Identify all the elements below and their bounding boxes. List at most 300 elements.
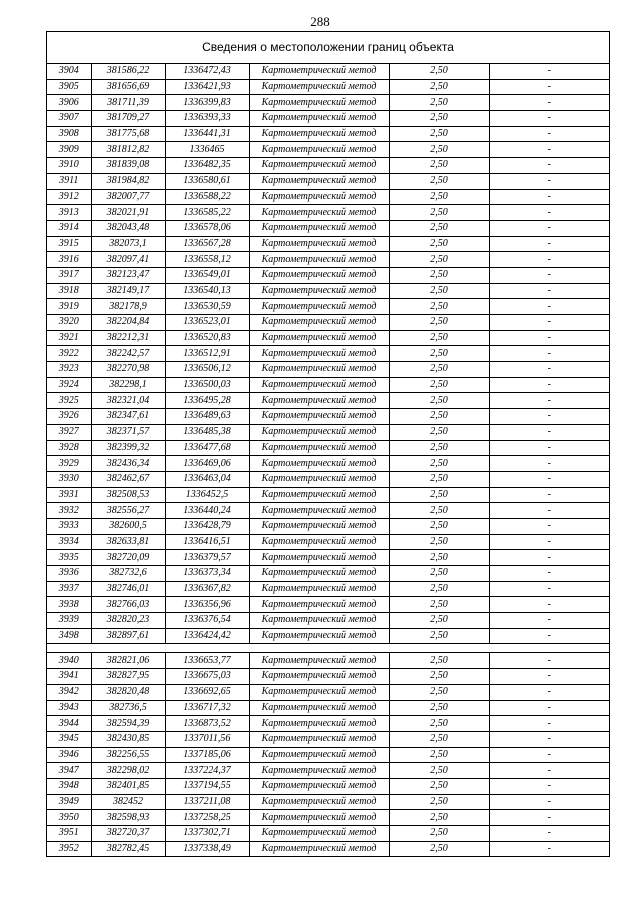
x-coordinate-cell: 382399,32 [91, 440, 165, 456]
accuracy-cell: 2,50 [389, 763, 489, 779]
point-number-cell: 3939 [47, 613, 91, 629]
method-cell: Картометрический метод [249, 700, 389, 716]
description-cell: - [489, 684, 609, 700]
y-coordinate-cell: 1336523,01 [165, 315, 249, 331]
point-number-cell: 3934 [47, 534, 91, 550]
method-cell: Картометрический метод [249, 669, 389, 685]
accuracy-cell: 2,50 [389, 700, 489, 716]
point-number-cell: 3941 [47, 669, 91, 685]
y-coordinate-cell: 1336477,68 [165, 440, 249, 456]
method-cell: Картометрический метод [249, 220, 389, 236]
description-cell: - [489, 700, 609, 716]
point-number-cell: 3907 [47, 111, 91, 127]
x-coordinate-cell: 382594,39 [91, 716, 165, 732]
y-coordinate-cell: 1336540,13 [165, 283, 249, 299]
description-cell: - [489, 731, 609, 747]
point-number-cell: 3936 [47, 566, 91, 582]
table-row [47, 79, 609, 95]
group-separator-cell [47, 644, 609, 653]
y-coordinate-cell: 1336489,63 [165, 409, 249, 425]
method-cell: Картометрический метод [249, 440, 389, 456]
table-row [47, 315, 609, 331]
accuracy-cell: 2,50 [389, 684, 489, 700]
method-cell: Картометрический метод [249, 111, 389, 127]
method-cell: Картометрический метод [249, 362, 389, 378]
y-coordinate-cell: 1336424,42 [165, 628, 249, 644]
table-row [47, 64, 609, 79]
x-coordinate-cell: 381709,27 [91, 111, 165, 127]
description-cell: - [489, 487, 609, 503]
y-coordinate-cell: 1336549,01 [165, 267, 249, 283]
accuracy-cell: 2,50 [389, 111, 489, 127]
table-row [47, 236, 609, 252]
y-coordinate-cell: 1336495,28 [165, 393, 249, 409]
method-cell: Картометрический метод [249, 534, 389, 550]
description-cell: - [489, 597, 609, 613]
method-cell: Картометрический метод [249, 471, 389, 487]
method-cell: Картометрический метод [249, 597, 389, 613]
table-row [47, 669, 609, 685]
y-coordinate-cell: 1336585,22 [165, 205, 249, 221]
method-cell: Картометрический метод [249, 456, 389, 472]
point-number-cell: 3948 [47, 778, 91, 794]
x-coordinate-cell: 382732,6 [91, 566, 165, 582]
point-number-cell: 3940 [47, 653, 91, 669]
y-coordinate-cell: 1336469,06 [165, 456, 249, 472]
description-cell: - [489, 346, 609, 362]
table-row [47, 731, 609, 747]
y-coordinate-cell: 1336578,06 [165, 220, 249, 236]
accuracy-cell: 2,50 [389, 252, 489, 268]
accuracy-cell: 2,50 [389, 220, 489, 236]
method-cell: Картометрический метод [249, 299, 389, 315]
accuracy-cell: 2,50 [389, 731, 489, 747]
method-cell: Картометрический метод [249, 747, 389, 763]
point-number-cell: 3935 [47, 550, 91, 566]
method-cell: Картометрический метод [249, 731, 389, 747]
table-row [47, 267, 609, 283]
description-cell: - [489, 826, 609, 842]
point-number-cell: 3931 [47, 487, 91, 503]
accuracy-cell: 2,50 [389, 409, 489, 425]
description-cell: - [489, 189, 609, 205]
y-coordinate-cell: 1336393,33 [165, 111, 249, 127]
y-coordinate-cell: 1336675,03 [165, 669, 249, 685]
method-cell: Картометрический метод [249, 205, 389, 221]
method-cell: Картометрический метод [249, 518, 389, 534]
y-coordinate-cell: 1336482,35 [165, 158, 249, 174]
x-coordinate-cell: 381812,82 [91, 142, 165, 158]
table-row [47, 518, 609, 534]
method-cell: Картометрический метод [249, 409, 389, 425]
table-row [47, 111, 609, 127]
method-cell: Картометрический метод [249, 158, 389, 174]
y-coordinate-cell: 1337302,71 [165, 826, 249, 842]
x-coordinate-cell: 382720,09 [91, 550, 165, 566]
description-cell: - [489, 550, 609, 566]
y-coordinate-cell: 1336428,79 [165, 518, 249, 534]
table-row [47, 566, 609, 582]
x-coordinate-cell: 382720,37 [91, 826, 165, 842]
point-number-cell: 3910 [47, 158, 91, 174]
method-cell: Картометрический метод [249, 95, 389, 111]
y-coordinate-cell: 1336379,57 [165, 550, 249, 566]
table-row [47, 763, 609, 779]
point-number-cell: 3905 [47, 79, 91, 95]
point-number-cell: 3933 [47, 518, 91, 534]
x-coordinate-cell: 382204,84 [91, 315, 165, 331]
y-coordinate-cell: 1336376,54 [165, 613, 249, 629]
y-coordinate-cell: 1336506,12 [165, 362, 249, 378]
method-cell: Картометрический метод [249, 173, 389, 189]
x-coordinate-cell: 382462,67 [91, 471, 165, 487]
x-coordinate-cell: 382256,55 [91, 747, 165, 763]
table-row [47, 826, 609, 842]
table-row [47, 393, 609, 409]
description-cell: - [489, 362, 609, 378]
accuracy-cell: 2,50 [389, 315, 489, 331]
description-cell: - [489, 79, 609, 95]
description-cell: - [489, 440, 609, 456]
y-coordinate-cell: 1336588,22 [165, 189, 249, 205]
method-cell: Картометрический метод [249, 794, 389, 810]
y-coordinate-cell: 1336580,61 [165, 173, 249, 189]
y-coordinate-cell: 1336692,65 [165, 684, 249, 700]
point-number-cell: 3952 [47, 841, 91, 856]
table-row [47, 653, 609, 669]
method-cell: Картометрический метод [249, 581, 389, 597]
method-cell: Картометрический метод [249, 628, 389, 644]
table-row [47, 126, 609, 142]
accuracy-cell: 2,50 [389, 518, 489, 534]
accuracy-cell: 2,50 [389, 826, 489, 842]
y-coordinate-cell: 1336512,91 [165, 346, 249, 362]
point-number-cell: 3919 [47, 299, 91, 315]
x-coordinate-cell: 382766,03 [91, 597, 165, 613]
accuracy-cell: 2,50 [389, 669, 489, 685]
x-coordinate-cell: 382007,77 [91, 189, 165, 205]
method-cell: Картометрический метод [249, 778, 389, 794]
accuracy-cell: 2,50 [389, 142, 489, 158]
x-coordinate-cell: 382556,27 [91, 503, 165, 519]
description-cell: - [489, 653, 609, 669]
point-number-cell: 3942 [47, 684, 91, 700]
point-number-cell: 3920 [47, 315, 91, 331]
description-cell: - [489, 267, 609, 283]
boundary-table [46, 31, 610, 857]
table-row [47, 716, 609, 732]
y-coordinate-cell: 1336367,82 [165, 581, 249, 597]
table-row [47, 252, 609, 268]
method-cell: Картометрический метод [249, 236, 389, 252]
method-cell: Картометрический метод [249, 64, 389, 79]
point-number-cell: 3909 [47, 142, 91, 158]
x-coordinate-cell: 382123,47 [91, 267, 165, 283]
method-cell: Картометрический метод [249, 330, 389, 346]
description-cell: - [489, 283, 609, 299]
y-coordinate-cell: 1336463,04 [165, 471, 249, 487]
accuracy-cell: 2,50 [389, 794, 489, 810]
x-coordinate-cell: 382021,91 [91, 205, 165, 221]
point-number-cell: 3914 [47, 220, 91, 236]
y-coordinate-cell: 1336441,31 [165, 126, 249, 142]
point-number-cell: 3929 [47, 456, 91, 472]
description-cell: - [489, 377, 609, 393]
table-row [47, 220, 609, 236]
description-cell: - [489, 566, 609, 582]
point-number-cell: 3944 [47, 716, 91, 732]
x-coordinate-cell: 382827,95 [91, 669, 165, 685]
accuracy-cell: 2,50 [389, 267, 489, 283]
x-coordinate-cell: 382149,17 [91, 283, 165, 299]
y-coordinate-cell: 1336399,83 [165, 95, 249, 111]
description-cell: - [489, 299, 609, 315]
accuracy-cell: 2,50 [389, 487, 489, 503]
description-cell: - [489, 778, 609, 794]
description-cell: - [489, 534, 609, 550]
x-coordinate-cell: 382097,41 [91, 252, 165, 268]
y-coordinate-cell: 1337258,25 [165, 810, 249, 826]
description-cell: - [489, 471, 609, 487]
description-cell: - [489, 747, 609, 763]
accuracy-cell: 2,50 [389, 653, 489, 669]
x-coordinate-cell: 382508,53 [91, 487, 165, 503]
x-coordinate-cell: 382820,48 [91, 684, 165, 700]
method-cell: Картометрический метод [249, 346, 389, 362]
table-row [47, 534, 609, 550]
accuracy-cell: 2,50 [389, 393, 489, 409]
table-row [47, 362, 609, 378]
description-cell: - [489, 424, 609, 440]
description-cell: - [489, 613, 609, 629]
point-number-cell: 3904 [47, 64, 91, 79]
table-row [47, 841, 609, 856]
description-cell: - [489, 518, 609, 534]
y-coordinate-cell: 1336440,24 [165, 503, 249, 519]
point-number-cell: 3937 [47, 581, 91, 597]
method-cell: Картометрический метод [249, 684, 389, 700]
x-coordinate-cell: 382401,85 [91, 778, 165, 794]
description-cell: - [489, 716, 609, 732]
table-row [47, 173, 609, 189]
y-coordinate-cell: 1336530,59 [165, 299, 249, 315]
method-cell: Картометрический метод [249, 716, 389, 732]
point-number-cell: 3930 [47, 471, 91, 487]
accuracy-cell: 2,50 [389, 810, 489, 826]
x-coordinate-cell: 382633,81 [91, 534, 165, 550]
method-cell: Картометрический метод [249, 550, 389, 566]
method-cell: Картометрический метод [249, 503, 389, 519]
y-coordinate-cell: 1336465 [165, 142, 249, 158]
y-coordinate-cell: 1337338,49 [165, 841, 249, 856]
table-row [47, 330, 609, 346]
accuracy-cell: 2,50 [389, 841, 489, 856]
method-cell: Картометрический метод [249, 126, 389, 142]
table-row [47, 613, 609, 629]
accuracy-cell: 2,50 [389, 236, 489, 252]
y-coordinate-cell: 1336485,38 [165, 424, 249, 440]
y-coordinate-cell: 1336567,28 [165, 236, 249, 252]
accuracy-cell: 2,50 [389, 95, 489, 111]
method-cell: Картометрический метод [249, 283, 389, 299]
y-coordinate-cell: 1337011,56 [165, 731, 249, 747]
method-cell: Картометрический метод [249, 267, 389, 283]
description-cell: - [489, 142, 609, 158]
description-cell: - [489, 220, 609, 236]
point-number-cell: 3913 [47, 205, 91, 221]
point-number-cell: 3946 [47, 747, 91, 763]
y-coordinate-cell: 1337185,06 [165, 747, 249, 763]
accuracy-cell: 2,50 [389, 346, 489, 362]
point-number-cell: 3951 [47, 826, 91, 842]
method-cell: Картометрический метод [249, 613, 389, 629]
description-cell: - [489, 503, 609, 519]
x-coordinate-cell: 382820,23 [91, 613, 165, 629]
x-coordinate-cell: 382321,04 [91, 393, 165, 409]
method-cell: Картометрический метод [249, 487, 389, 503]
point-number-cell: 3943 [47, 700, 91, 716]
table-row [47, 487, 609, 503]
description-cell: - [489, 841, 609, 856]
x-coordinate-cell: 381839,08 [91, 158, 165, 174]
table-row [47, 95, 609, 111]
x-coordinate-cell: 382598,93 [91, 810, 165, 826]
method-cell: Картометрический метод [249, 424, 389, 440]
accuracy-cell: 2,50 [389, 189, 489, 205]
method-cell: Картометрический метод [249, 142, 389, 158]
x-coordinate-cell: 382782,45 [91, 841, 165, 856]
accuracy-cell: 2,50 [389, 158, 489, 174]
point-number-cell: 3906 [47, 95, 91, 111]
description-cell: - [489, 111, 609, 127]
y-coordinate-cell: 1337224,37 [165, 763, 249, 779]
table-row [47, 158, 609, 174]
x-coordinate-cell: 381984,82 [91, 173, 165, 189]
table-row [47, 700, 609, 716]
table-row [47, 409, 609, 425]
accuracy-cell: 2,50 [389, 716, 489, 732]
description-cell: - [489, 252, 609, 268]
x-coordinate-cell: 381586,22 [91, 64, 165, 79]
x-coordinate-cell: 382212,31 [91, 330, 165, 346]
method-cell: Картометрический метод [249, 189, 389, 205]
y-coordinate-cell: 1336356,96 [165, 597, 249, 613]
table-title: Сведения о местоположении границ объекта [47, 32, 609, 64]
method-cell: Картометрический метод [249, 315, 389, 331]
description-cell: - [489, 628, 609, 644]
point-number-cell: 3925 [47, 393, 91, 409]
method-cell: Картометрический метод [249, 566, 389, 582]
accuracy-cell: 2,50 [389, 79, 489, 95]
table-row [47, 346, 609, 362]
table-row [47, 205, 609, 221]
accuracy-cell: 2,50 [389, 613, 489, 629]
point-number-cell: 3923 [47, 362, 91, 378]
y-coordinate-cell: 1336416,51 [165, 534, 249, 550]
table-row [47, 684, 609, 700]
x-coordinate-cell: 382897,61 [91, 628, 165, 644]
method-cell: Картометрический метод [249, 826, 389, 842]
description-cell: - [489, 393, 609, 409]
accuracy-cell: 2,50 [389, 581, 489, 597]
table-row [47, 299, 609, 315]
accuracy-cell: 2,50 [389, 64, 489, 79]
table-row [47, 628, 609, 644]
accuracy-cell: 2,50 [389, 471, 489, 487]
table-row [47, 424, 609, 440]
table-row [47, 377, 609, 393]
table-row [47, 503, 609, 519]
x-coordinate-cell: 382371,57 [91, 424, 165, 440]
x-coordinate-cell: 382452 [91, 794, 165, 810]
method-cell: Картометрический метод [249, 810, 389, 826]
table-row [47, 440, 609, 456]
accuracy-cell: 2,50 [389, 126, 489, 142]
x-coordinate-cell: 382436,34 [91, 456, 165, 472]
table-row [47, 747, 609, 763]
accuracy-cell: 2,50 [389, 299, 489, 315]
method-cell: Картометрический метод [249, 79, 389, 95]
y-coordinate-cell: 1337194,55 [165, 778, 249, 794]
point-number-cell: 3932 [47, 503, 91, 519]
y-coordinate-cell: 1336452,5 [165, 487, 249, 503]
description-cell: - [489, 64, 609, 79]
x-coordinate-cell: 382270,98 [91, 362, 165, 378]
table-row [47, 283, 609, 299]
y-coordinate-cell: 1337211,08 [165, 794, 249, 810]
accuracy-cell: 2,50 [389, 283, 489, 299]
point-number-cell: 3916 [47, 252, 91, 268]
point-number-cell: 3922 [47, 346, 91, 362]
x-coordinate-cell: 382298,1 [91, 377, 165, 393]
table-row [47, 778, 609, 794]
method-cell: Картометрический метод [249, 252, 389, 268]
y-coordinate-cell: 1336653,77 [165, 653, 249, 669]
description-cell: - [489, 126, 609, 142]
point-number-cell: 3911 [47, 173, 91, 189]
x-coordinate-cell: 382073,1 [91, 236, 165, 252]
point-number-cell: 3924 [47, 377, 91, 393]
accuracy-cell: 2,50 [389, 778, 489, 794]
accuracy-cell: 2,50 [389, 628, 489, 644]
y-coordinate-cell: 1336421,93 [165, 79, 249, 95]
accuracy-cell: 2,50 [389, 550, 489, 566]
point-number-cell: 3945 [47, 731, 91, 747]
table-row [47, 471, 609, 487]
y-coordinate-cell: 1336520,83 [165, 330, 249, 346]
x-coordinate-cell: 381775,68 [91, 126, 165, 142]
table-row [47, 550, 609, 566]
x-coordinate-cell: 382430,85 [91, 731, 165, 747]
point-number-cell: 3928 [47, 440, 91, 456]
table-row [47, 794, 609, 810]
x-coordinate-cell: 382746,01 [91, 581, 165, 597]
page-number: 288 [310, 14, 330, 29]
y-coordinate-cell: 1336500,03 [165, 377, 249, 393]
description-cell: - [489, 315, 609, 331]
accuracy-cell: 2,50 [389, 173, 489, 189]
coordinates-table [47, 64, 609, 856]
accuracy-cell: 2,50 [389, 503, 489, 519]
table-row [47, 810, 609, 826]
table-row [47, 142, 609, 158]
x-coordinate-cell: 381656,69 [91, 79, 165, 95]
accuracy-cell: 2,50 [389, 440, 489, 456]
point-number-cell: 3918 [47, 283, 91, 299]
description-cell: - [489, 95, 609, 111]
description-cell: - [489, 236, 609, 252]
point-number-cell: 3498 [47, 628, 91, 644]
